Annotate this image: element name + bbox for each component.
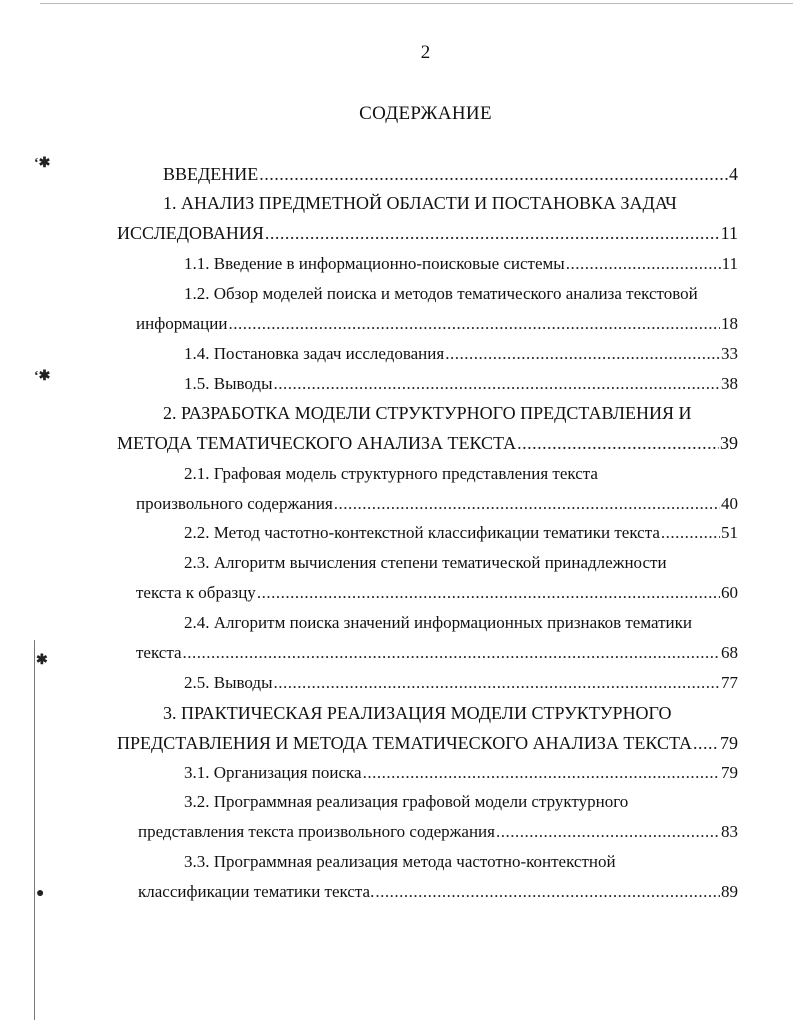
toc-entry-page: 11 xyxy=(721,254,738,273)
toc-entry-1-4[interactable] xyxy=(184,344,738,364)
toc-entry-1-2[interactable] xyxy=(184,284,698,304)
toc-entry-1-5[interactable] xyxy=(184,374,738,394)
toc-entry-title: 3.1. Организация поиска xyxy=(184,763,362,782)
toc-leader-dots xyxy=(517,433,719,454)
toc-entry-introduction[interactable] xyxy=(163,164,738,185)
toc-entry-title: 3. ПРАКТИЧЕСКАЯ РЕАЛИЗАЦИЯ МОДЕЛИ СТРУКТУРНОГО xyxy=(163,703,672,723)
toc-entry-2-2[interactable] xyxy=(184,523,738,543)
toc-entry-title: 3.3. Программная реализация метода частотно-контекстной xyxy=(184,852,616,871)
toc-leader-dots xyxy=(183,643,720,663)
toc-entry-chapter-2[interactable] xyxy=(163,403,691,424)
toc-entry-chapter-2-cont[interactable] xyxy=(117,433,738,454)
toc-entry-2-1[interactable] xyxy=(184,464,598,484)
toc-entry-page: 77 xyxy=(721,673,738,692)
toc-entry-3-1[interactable] xyxy=(184,763,738,783)
toc-leader-dots xyxy=(445,344,720,364)
scan-speck-mark: ✱ xyxy=(36,653,48,668)
toc-entry-title-cont: текста xyxy=(136,643,182,662)
toc-entry-chapter-1-cont[interactable] xyxy=(117,223,738,244)
toc-entry-2-5[interactable] xyxy=(184,673,738,693)
toc-entry-title: 1.1. Введение в информационно-поисковые системы xyxy=(184,254,565,273)
toc-entry-page: 60 xyxy=(721,583,738,602)
scan-speck-mark: ● xyxy=(36,886,45,901)
toc-leader-dots xyxy=(693,733,719,754)
toc-entry-title-cont: информации xyxy=(136,314,228,333)
toc-leader-dots xyxy=(496,822,720,842)
toc-leader-dots xyxy=(259,164,728,185)
page-number: 2 xyxy=(420,42,431,63)
toc-entry-3-3[interactable] xyxy=(184,852,616,872)
toc-entry-3-3-cont[interactable] xyxy=(138,882,738,902)
toc-leader-dots xyxy=(274,374,720,394)
toc-entry-page: 51 xyxy=(721,523,738,542)
toc-entry-page: 11 xyxy=(720,223,738,243)
scan-top-border xyxy=(40,3,793,4)
toc-leader-dots xyxy=(228,314,720,334)
toc-entry-title: 3.2. Программная реализация графовой модели структурного xyxy=(184,792,629,811)
toc-entry-1-1[interactable] xyxy=(184,254,738,274)
toc-entry-title: 1. АНАЛИЗ ПРЕДМЕТНОЙ ОБЛАСТИ И ПОСТАНОВКА ЗАДАЧ xyxy=(163,193,677,213)
toc-entry-title: 1.5. Выводы xyxy=(184,374,273,393)
toc-entry-chapter-3[interactable] xyxy=(163,703,672,724)
toc-entry-page: 39 xyxy=(720,433,738,453)
toc-entry-page: 33 xyxy=(721,344,738,363)
toc-entry-chapter-3-cont[interactable] xyxy=(117,733,738,754)
toc-entry-3-2[interactable] xyxy=(184,792,628,812)
toc-entry-2-4[interactable] xyxy=(184,613,692,633)
toc-entry-page: 79 xyxy=(721,763,738,782)
toc-entry-page: 4 xyxy=(729,164,738,184)
toc-entry-title: ВВЕДЕНИЕ xyxy=(163,164,259,184)
toc-entry-2-3[interactable] xyxy=(184,553,667,573)
toc-entry-2-1-cont[interactable] xyxy=(136,494,738,514)
toc-entry-1-2-cont[interactable] xyxy=(136,314,738,334)
toc-entry-2-4-cont[interactable] xyxy=(136,643,738,663)
toc-entry-title: 2.1. Графовая модель структурного представления текста xyxy=(184,464,598,483)
toc-leader-dots xyxy=(661,523,720,543)
toc-leader-dots xyxy=(375,882,720,902)
toc-entry-title: 2. РАЗРАБОТКА МОДЕЛИ СТРУКТУРНОГО ПРЕДСТАВЛЕНИЯ И xyxy=(163,403,692,423)
toc-entry-title-cont: ИССЛЕДОВАНИЯ xyxy=(117,223,264,243)
toc-entry-page: 79 xyxy=(720,733,738,753)
toc-leader-dots xyxy=(566,254,721,274)
toc-entry-title-cont: текста к образцу xyxy=(136,583,256,602)
toc-entry-chapter-1[interactable] xyxy=(163,193,677,214)
scan-speck-mark: ʻ✱ xyxy=(34,369,51,384)
toc-entry-title: 1.2. Обзор моделей поиска и методов тематического анализа текстовой xyxy=(184,284,698,303)
toc-entry-title-cont: МЕТОДА ТЕМАТИЧЕСКОГО АНАЛИЗА ТЕКСТА xyxy=(117,433,517,453)
toc-leader-dots xyxy=(257,583,720,603)
toc-entry-page: 89 xyxy=(721,882,738,901)
toc-entry-title: 2.3. Алгоритм вычисления степени тематической принадлежности xyxy=(184,553,667,572)
toc-entry-title-cont: представления текста произвольного содержания xyxy=(138,822,495,841)
toc-entry-page: 83 xyxy=(721,822,738,841)
toc-entry-2-3-cont[interactable] xyxy=(136,583,738,603)
toc-entry-page: 40 xyxy=(721,494,738,513)
toc-entry-page: 38 xyxy=(721,374,738,393)
page-title: СОДЕРЖАНИЕ xyxy=(359,103,492,124)
toc-entry-title-cont: ПРЕДСТАВЛЕНИЯ И МЕТОДА ТЕМАТИЧЕСКОГО АНАЛИЗА ТЕКСТА xyxy=(117,733,693,753)
toc-entry-title-cont: классификации тематики текста. xyxy=(138,882,375,901)
toc-entry-page: 68 xyxy=(721,643,738,662)
toc-leader-dots xyxy=(334,494,720,514)
toc-entry-page: 18 xyxy=(721,314,738,333)
toc-entry-title-cont: произвольного содержания xyxy=(136,494,333,513)
toc-entry-title: 2.4. Алгоритм поиска значений информационных признаков тематики xyxy=(184,613,692,632)
toc-leader-dots xyxy=(363,763,720,783)
toc-entry-title: 2.2. Метод частотно-контекстной классификации тематики текста xyxy=(184,523,660,542)
toc-leader-dots xyxy=(274,673,720,693)
scan-margin-line xyxy=(34,640,35,1020)
toc-entry-3-2-cont[interactable] xyxy=(138,822,738,842)
scan-speck-mark: ʻ✱ xyxy=(34,156,51,171)
toc-leader-dots xyxy=(265,223,720,244)
toc-entry-title: 1.4. Постановка задач исследования xyxy=(184,344,445,363)
toc-entry-title: 2.5. Выводы xyxy=(184,673,273,692)
